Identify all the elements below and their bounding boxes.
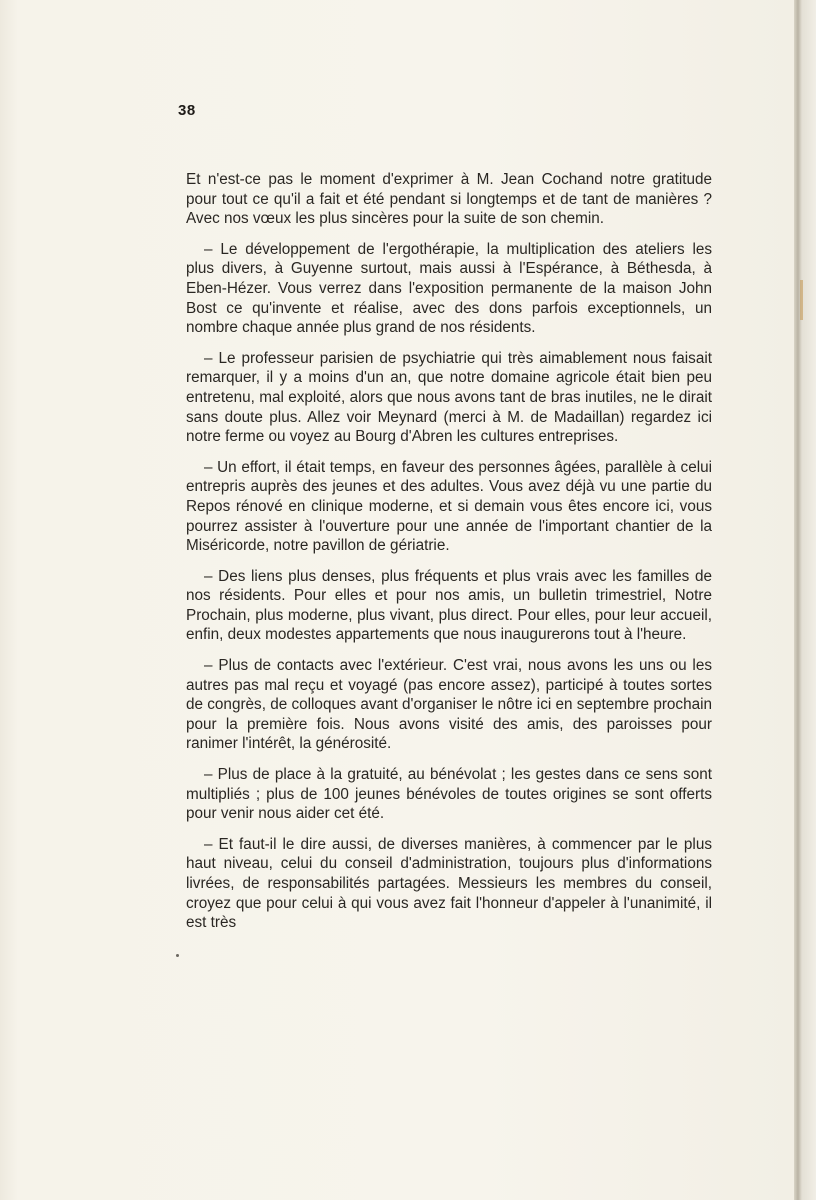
body-text <box>186 170 712 933</box>
paragraph: – Un effort, il était temps, en faveur des personnes âgées, parallèle à celui entrepris auprès des jeunes et des adultes. Vous avez déjà vu une partie du Repos rénové en clinique moderne, et si demain vous êtes encore ici, vous pourrez assister à l'ouverture pour une année de l'important chantier de la Miséricorde, notre pavillon de gériatrie. <box>186 458 712 555</box>
paragraph: – Et faut-il le dire aussi, de diverses manières, à commencer par le plus haut niveau, celui du conseil d'administration, toujours plus d'informations livrées, de responsabilités partagées. Messieurs les membres du conseil, croyez que pour celui à qui vous avez fait l'honneur d'appeler à l'unanimité, il est très <box>186 835 712 932</box>
paragraph: – Le professeur parisien de psychiatrie qui très aimablement nous faisait remarquer, il y a moins d'un an, que notre domaine agricole était bien peu entretenu, mal exploité, alors que nous avons tant de bras inutiles, ne le dirait sans doute plus. Allez voir Meynard (merci à M. de Madaillan) regardez ici notre ferme ou voyez au Bourg d'Abren les cultures entreprises. <box>186 349 712 446</box>
paragraph: – Des liens plus denses, plus fréquents et plus vrais avec les familles de nos résidents. Pour elles et pour nos amis, un bulletin trimestriel, Notre Prochain, plus moderne, plus vivant, plus direct. Pour elles, pour leur accueil, enfin, deux modestes appartements que nous inaugurerons tout à l'heure. <box>186 567 712 644</box>
page-edge <box>794 0 816 1200</box>
page-number: 38 <box>178 102 196 119</box>
page-stain <box>800 280 803 320</box>
ink-speck <box>176 954 179 957</box>
paragraph: – Plus de contacts avec l'extérieur. C'est vrai, nous avons les uns ou les autres pas mal reçu et voyagé (pas encore assez), participé à toutes sortes de congrès, de colloques avant d'organiser le nôtre ici en septembre prochain pour la première fois. Nous avons visité des amis, des paroisses pour ranimer l'intérêt, la générosité. <box>186 657 712 753</box>
paragraph: Et n'est-ce pas le moment d'exprimer à M. Jean Cochand notre gratitude pour tout ce qu'il a fait et été pendant si longtemps et de tant de manières ? Avec nos vœux les plus sincères pour la suite de son chemin. <box>186 171 712 228</box>
paragraph: – Le développement de l'ergothérapie, la multiplication des ateliers les plus divers, à Guyenne surtout, mais aussi à l'Espérance, à Béthesda, à Eben-Hézer. Vous verrez dans l'exposition permanente de la maison John Bost ce qu'invente et réalise, avec des dons parfois exceptionnels, un nombre chaque année plus grand de nos résidents. <box>186 240 712 337</box>
paragraph: – Plus de place à la gratuité, au bénévolat ; les gestes dans ce sens sont multipliés ; plus de 100 jeunes bénévoles de toutes origines se sont offerts pour venir nous aider cet été. <box>186 766 712 823</box>
